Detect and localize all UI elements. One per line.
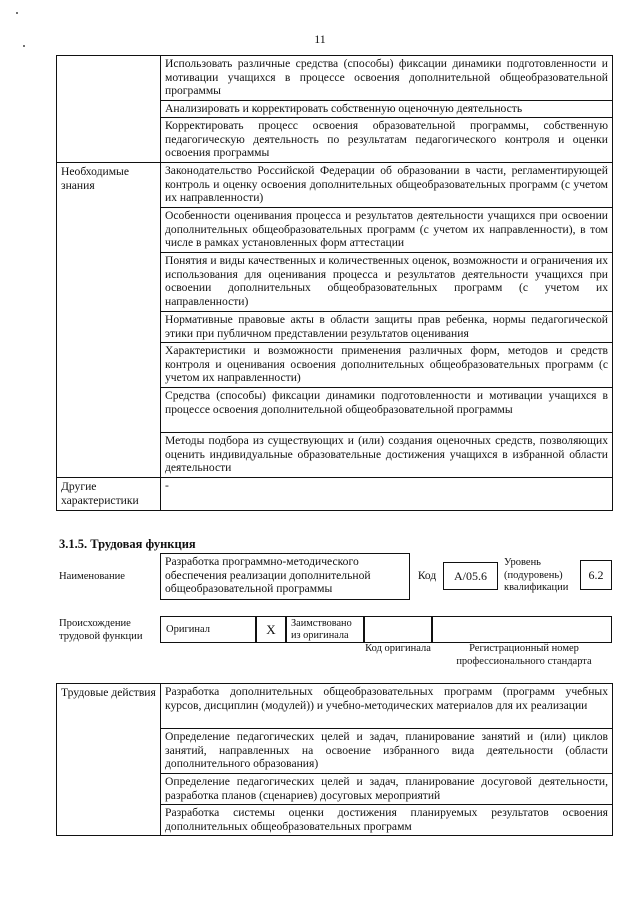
table-cell: Нормативные правовые акты в области защиты прав ребенка, нормы педагогической этики при публичном представлении результатов оценивания — [161, 312, 613, 343]
row-label — [57, 56, 161, 163]
borrowed-label: Заимствовано из оригинала — [286, 616, 364, 643]
table-cell: Определение педагогических целей и задач, планирование занятий и (или) циклов занятий, направленных на освоение избранного вида деятельности (области дополнительного образования) — [161, 729, 613, 774]
function-name-field: Разработка программно-методического обеспечения реализации дополнительной общеобразовательной программы — [160, 553, 410, 600]
table-cell: Использовать различные средства (способы) фиксации динамики подготовленности и мотивации учащихся в процессе освоения дополнительной общеобразовательной программы — [161, 56, 613, 101]
function-code-field: А/05.6 — [443, 562, 498, 590]
section-title: 3.1.5. Трудовая функция — [59, 537, 196, 551]
table-cell: Разработка системы оценки достижения планируемых результатов освоения дополнительных общеобразовательных программ — [161, 805, 613, 836]
scan-speck — [16, 12, 18, 14]
table-cell: Характеристики и возможности применения различных форм, методов и средств контроля и оценивания освоения дополнительных общеобразовательных программ (с учетом их направленности) — [161, 343, 613, 388]
borrowed-code-field — [364, 616, 432, 643]
row-label-actions: Трудовые действия — [57, 684, 161, 836]
original-label: Оригинал — [160, 616, 256, 643]
table-cell: Законодательство Российской Федерации об образовании в части, регламентирующей контроль и оценку освоения дополнительных общеобразовательных программ (с учетом их направленности) — [161, 163, 613, 208]
level-label: Уровень (подуровень) квалификации — [504, 557, 569, 593]
table-cell: Понятия и виды качественных и количественных оценок, возможности и ограничения их использования для оценивания процесса и результатов деятельности учащихся при освоении дополнительных общеобразовательных программ (с учетом их направленности) — [161, 253, 613, 312]
table-cell: Средства (способы) фиксации динамики подготовленности и мотивации учащихся в процессе освоения дополнительной общеобразовательной программы — [161, 388, 613, 433]
table-row — [57, 478, 613, 511]
level-field: 6.2 — [580, 560, 612, 590]
row-label-knowledge: Необходимые знания — [57, 163, 161, 478]
table-cell: Определение педагогических целей и задач, планирование досуговой деятельности, разработка планов (сценариев) досуговых мероприятий — [161, 774, 613, 805]
table-cell: - — [161, 478, 613, 511]
table-cell: Методы подбора из существующих и (или) создания оценочных средств, позволяющих оценить индивидуальные образовательные достижения учащихся в избранной области деятельности — [161, 433, 613, 478]
table-row — [57, 684, 613, 729]
page-number: 11 — [314, 32, 326, 46]
origin-code-label: Код оригинала — [365, 643, 431, 654]
labor-actions-table — [56, 683, 613, 836]
origin-label: Происхождение трудовой функции — [59, 618, 143, 642]
table-row — [57, 56, 613, 101]
registration-number-field — [432, 616, 612, 643]
name-label: Наименование — [59, 571, 125, 582]
original-mark: X — [256, 616, 286, 643]
reg-number-label: Регистрационный номер профессионального стандарта — [456, 643, 592, 667]
table-row — [57, 163, 613, 208]
table-cell: Разработка дополнительных общеобразовательных программ (программ учебных курсов, дисциплин (модулей)) и учебно-методических материалов для их реализации — [161, 684, 613, 729]
requirements-table — [56, 55, 613, 511]
row-label-other: Другие характеристики — [57, 478, 161, 511]
table-cell: Корректировать процесс освоения образовательной программы, собственную педагогическую деятельность по результатам педагогического контроля и оценки освоения программы — [161, 118, 613, 163]
table-cell: Особенности оценивания процесса и результатов деятельности учащихся при освоении дополнительных общеобразовательных программ (с учетом их направленности), в том числе в рамках установленных форм аттестации — [161, 208, 613, 253]
table-cell: Анализировать и корректировать собственную оценочную деятельность — [161, 101, 613, 118]
code-label: Код — [417, 570, 437, 582]
